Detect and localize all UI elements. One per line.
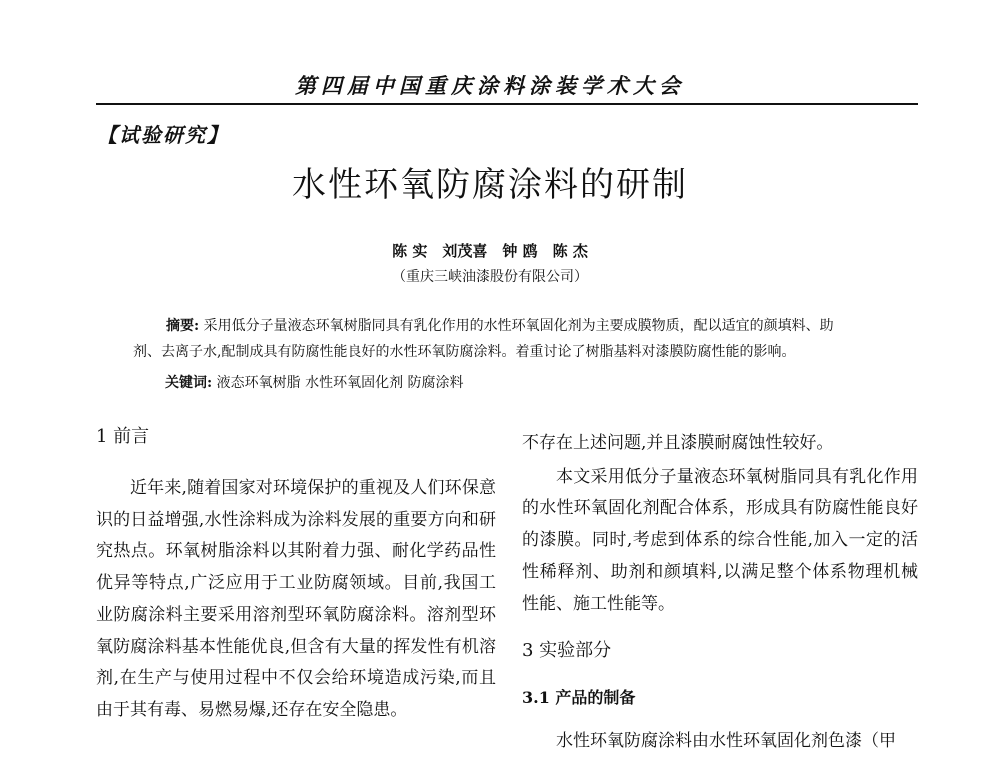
- keywords-label: 关键词:: [165, 375, 213, 391]
- keywords: [165, 372, 464, 392]
- abstract-line-1: [133, 313, 895, 339]
- author-list: 陈 实 刘茂喜 钟 鸥 陈 杰: [392, 242, 588, 260]
- keywords-text: 液态环氧树脂 水性环氧固化剂 防腐涂料: [216, 375, 464, 391]
- section-3-1-paragraph: 水性环氧防腐涂料由水性环氧固化剂色漆（甲: [556, 730, 896, 751]
- abstract: [133, 313, 895, 365]
- right-column: [522, 428, 918, 758]
- abstract-line-2: 剂、去离子水,配制成具有防腐性能良好的水性环氧防腐涂料。着重讨论了树脂基料对漆膜防腐性能的影响。: [133, 344, 796, 360]
- continued-paragraph: 不存在上述问题,并且漆膜耐腐蚀性较好。: [522, 433, 834, 453]
- section-1-heading: 1 前言: [96, 426, 150, 447]
- abstract-text-1: 采用低分子量液态环氧树脂同具有乳化作用的水性环氧固化剂为主要成膜物质，配以适宜的颜填料、助: [203, 318, 834, 334]
- section-tag: 【试验研究】: [97, 123, 229, 147]
- header-rule: [96, 103, 918, 105]
- affiliation: （重庆三峡油漆股份有限公司）: [392, 269, 588, 285]
- intro-paragraph-2: 本文采用低分子量液态环氧树脂同具有乳化作用的水性环氧固化剂配合体系，形成具有防腐性能良好的漆膜。同时,考虑到体系的综合性能,加入一定的活性稀释剂、助剂和颜填料,以满足整个体系物理机械性能、施工性能等。: [522, 466, 918, 614]
- abstract-label: 摘要:: [166, 318, 200, 334]
- section-3-1-heading: 3.1 产品的制备: [522, 688, 636, 708]
- conference-header: 第四届中国重庆涂料涂装学术大会: [295, 73, 685, 98]
- left-column: [96, 428, 496, 727]
- section-1-paragraph: 近年来,随着国家对环境保护的重视及人们环保意识的日益增强,水性涂料成为涂料发展的重要方向和研究热点。环氧树脂涂料以其附着力强、耐化学药品性优异等特点,广泛应用于工业防腐领域。目前,我国工业防腐涂料主要采用溶剂型环氧防腐涂料。溶剂型环氧防腐涂料基本性能优良,但含有大量的挥发性有机溶剂,在生产与使用过程中不仅会给环境造成污染,而且由于其有毒、易燃易爆,还存在安全隐患。: [96, 478, 496, 720]
- section-3-heading: 3 实验部分: [522, 640, 612, 662]
- paper-title: 水性环氧防腐涂料的研制: [292, 165, 688, 205]
